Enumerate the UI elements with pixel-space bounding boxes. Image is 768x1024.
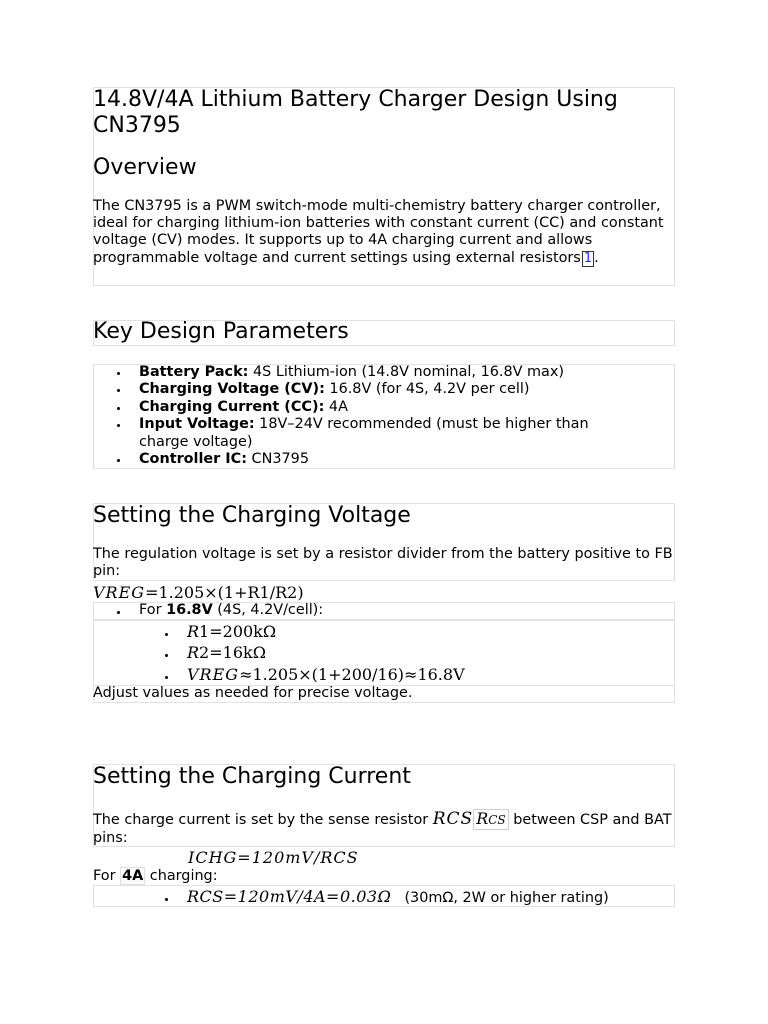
list-item: Charging Current (CC): 4A [93, 399, 675, 416]
params-heading: Key Design Parameters [93, 319, 349, 344]
list-item: Input Voltage: 18V–24V recommended (must be higher than charge voltage) [93, 416, 619, 451]
citation-link[interactable]: 1 [583, 250, 593, 266]
list-item: Charging Voltage (CV): 16.8V (for 4S, 4.2V per cell) [93, 381, 675, 398]
ichg-formula: ICHG=120mV/RCS [188, 848, 359, 867]
bullet [117, 611, 120, 614]
overview-paragraph: The CN3795 is a PWM switch-mode multi-chemistry battery charger controller, ideal for charging lithium-ion batteries with constant current (CC) and constant voltage (CV) modes. It supports up to 4A charging current and allows programmable voltage and current settings using external resistors 1 . [93, 198, 664, 266]
rcs-item: RCS=120mV/4A=0.03Ω (30mΩ, 2W or higher rating) [187, 887, 609, 906]
voltage-heading: Setting the Charging Voltage [93, 503, 411, 528]
list-item: Controller IC: CN3795 [93, 451, 675, 468]
overview-heading: Overview [93, 155, 197, 180]
sublist-item-r1: R1=200kΩ [187, 622, 277, 641]
current-paragraph: The charge current is set by the sense resistor RCS RCS between CSP and BAT pins: [93, 809, 672, 847]
voltage-for-line: For 16.8V (4S, 4.2V/cell): [139, 602, 324, 618]
page-title: 14.8V/4A Lithium Battery Charger Design Using CN3795 [93, 87, 618, 138]
sublist-item-r2: R2=16kΩ [187, 643, 266, 662]
rcs-box: RCS [473, 809, 508, 830]
current-for-line: For 4A charging: [93, 868, 218, 884]
list-item: Battery Pack: 4S Lithium-ion (14.8V nominal, 16.8V max) [93, 364, 675, 381]
current-heading: Setting the Charging Current [93, 764, 411, 789]
params-list [93, 364, 675, 468]
adjust-text: Adjust values as needed for precise voltage. [93, 685, 413, 701]
voltage-paragraph: The regulation voltage is set by a resistor divider from the battery positive to FB pin: [93, 546, 673, 580]
vreg-formula: VREG=1.205×(1+R1/R2) [93, 583, 304, 602]
sublist-item-vreg: VREG≈1.205×(1+200/16)≈16.8V [187, 665, 465, 684]
